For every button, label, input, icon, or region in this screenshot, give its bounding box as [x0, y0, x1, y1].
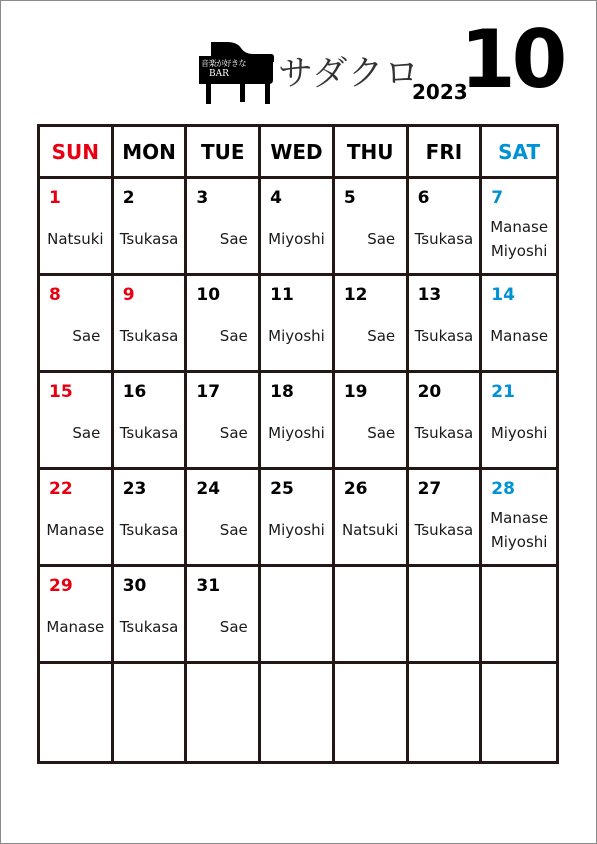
- day-cell: [482, 179, 556, 276]
- logo-tagline: 音楽が好きな: [201, 59, 246, 68]
- day-cell: [261, 276, 335, 373]
- day-cell: [409, 276, 483, 373]
- date-number: 21: [491, 382, 515, 402]
- date-number: 29: [49, 576, 73, 596]
- day-cell: [40, 276, 114, 373]
- date-number: 26: [343, 479, 368, 499]
- day-cell: [187, 470, 261, 567]
- date-number: 17: [196, 382, 221, 402]
- staff-names: [40, 407, 111, 459]
- staff-names: [409, 407, 480, 459]
- date-number: 12: [343, 285, 368, 305]
- date-number: 15: [49, 382, 73, 402]
- staff-names: [335, 504, 406, 556]
- day-cell: [335, 373, 409, 470]
- staff-names: [40, 504, 111, 556]
- staff-name: Sae: [219, 230, 248, 248]
- staff-name: Tsukasa: [119, 521, 179, 539]
- weekday-header-sat: SAT: [482, 127, 556, 179]
- staff-names: [187, 504, 258, 556]
- day-cell: [114, 567, 188, 664]
- staff-names: [409, 213, 480, 265]
- staff-name: Tsukasa: [119, 424, 179, 442]
- day-cell: [261, 567, 335, 664]
- day-cell: [261, 179, 335, 276]
- staff-name: Sae: [219, 618, 248, 636]
- weekday-header-fri: FRI: [409, 127, 483, 179]
- logo-bar-text: BAR: [209, 69, 229, 79]
- staff-names: [335, 213, 406, 265]
- day-cell: [114, 470, 188, 567]
- date-number: 13: [417, 285, 442, 305]
- day-cell: [409, 664, 483, 761]
- date-number: 22: [49, 479, 73, 499]
- staff-name: Manase: [490, 327, 549, 345]
- date-number: 28: [491, 479, 515, 499]
- day-cell: [482, 276, 556, 373]
- staff-name: Sae: [219, 424, 248, 442]
- date-number: 23: [122, 479, 147, 499]
- staff-name: Tsukasa: [119, 230, 179, 248]
- day-cell: [114, 373, 188, 470]
- date-number: 14: [491, 285, 515, 305]
- date-number: 19: [343, 382, 368, 402]
- date-number: 11: [270, 285, 294, 305]
- day-cell: [482, 470, 556, 567]
- staff-names: [482, 213, 556, 265]
- day-cell: [40, 470, 114, 567]
- date-number: 8: [49, 285, 61, 305]
- day-cell: [409, 470, 483, 567]
- staff-names: [482, 407, 556, 459]
- staff-name: Sae: [367, 230, 396, 248]
- staff-name: Miyoshi: [490, 533, 548, 551]
- staff-names: [40, 310, 111, 362]
- year-label: 2023: [412, 80, 468, 104]
- weekday-header-thu: THU: [335, 127, 409, 179]
- day-cell: [187, 567, 261, 664]
- day-cell: [187, 179, 261, 276]
- date-number: 4: [270, 188, 282, 208]
- date-number: 2: [122, 188, 135, 208]
- day-cell: [409, 567, 483, 664]
- weekday-header-tue: TUE: [187, 127, 261, 179]
- date-number: 3: [196, 188, 209, 208]
- staff-name: Sae: [219, 327, 248, 345]
- staff-name: Manase: [490, 218, 549, 236]
- staff-names: [482, 310, 556, 362]
- staff-names: [187, 310, 258, 362]
- day-cell: [114, 179, 188, 276]
- date-number: 31: [196, 576, 221, 596]
- staff-name: Sae: [367, 327, 396, 345]
- date-number: 20: [417, 382, 442, 402]
- staff-names: [261, 310, 332, 362]
- staff-name: Tsukasa: [119, 327, 179, 345]
- staff-names: [261, 213, 332, 265]
- staff-names: [409, 310, 480, 362]
- staff-name: Sae: [367, 424, 396, 442]
- staff-name: Natsuki: [341, 521, 399, 539]
- day-cell: [187, 373, 261, 470]
- staff-name: Tsukasa: [414, 424, 474, 442]
- calendar-grid: [37, 124, 559, 764]
- staff-names: [114, 407, 185, 459]
- weekday-header-mon: MON: [114, 127, 188, 179]
- staff-name: Miyoshi: [268, 327, 325, 345]
- day-cell: [261, 664, 335, 761]
- date-number: 5: [343, 188, 356, 208]
- staff-name: Miyoshi: [268, 230, 325, 248]
- staff-names: [114, 213, 185, 265]
- staff-name: Miyoshi: [490, 424, 548, 442]
- date-number: 24: [196, 479, 221, 499]
- staff-name: Natsuki: [47, 230, 104, 248]
- staff-names: [40, 213, 111, 265]
- date-number: 9: [122, 285, 135, 305]
- staff-name: Tsukasa: [414, 230, 474, 248]
- date-number: 7: [491, 188, 504, 208]
- date-number: 18: [270, 382, 294, 402]
- day-cell: [482, 373, 556, 470]
- day-cell: [40, 567, 114, 664]
- day-cell: [187, 276, 261, 373]
- day-cell: [261, 470, 335, 567]
- day-cell: [482, 664, 556, 761]
- bar-logo: [197, 40, 275, 106]
- staff-name: Miyoshi: [268, 521, 325, 539]
- staff-names: [187, 601, 258, 653]
- staff-names: [40, 601, 111, 653]
- day-cell: [114, 276, 188, 373]
- day-cell: [409, 179, 483, 276]
- day-cell: [409, 373, 483, 470]
- staff-names: [114, 310, 185, 362]
- day-cell: [335, 567, 409, 664]
- month-number: 10: [460, 13, 564, 106]
- staff-names: [187, 213, 258, 265]
- staff-names: [335, 310, 406, 362]
- date-number: 27: [417, 479, 442, 499]
- day-cell: [335, 470, 409, 567]
- staff-name: Sae: [219, 521, 248, 539]
- staff-names: [114, 601, 185, 653]
- staff-name: Tsukasa: [414, 327, 474, 345]
- staff-name: Miyoshi: [268, 424, 325, 442]
- day-cell: [335, 179, 409, 276]
- brand-name: サダクロ: [278, 54, 421, 94]
- staff-names: [482, 504, 556, 556]
- calendar-cells: [40, 127, 556, 761]
- date-number: 1: [49, 188, 61, 208]
- staff-name: Sae: [72, 424, 101, 442]
- date-number: 6: [417, 188, 430, 208]
- staff-name: Miyoshi: [490, 242, 548, 260]
- staff-names: [114, 504, 185, 556]
- date-number: 10: [196, 285, 221, 305]
- day-cell: [40, 373, 114, 470]
- day-cell: [335, 664, 409, 761]
- staff-name: Manase: [490, 509, 549, 527]
- staff-name: Tsukasa: [119, 618, 179, 636]
- staff-names: [409, 504, 480, 556]
- weekday-header-wed: WED: [261, 127, 335, 179]
- date-number: 30: [122, 576, 147, 596]
- day-cell: [114, 664, 188, 761]
- staff-names: [187, 407, 258, 459]
- weekday-header-sun: SUN: [40, 127, 114, 179]
- day-cell: [261, 373, 335, 470]
- day-cell: [40, 664, 114, 761]
- day-cell: [482, 567, 556, 664]
- staff-names: [261, 407, 332, 459]
- staff-names: [261, 504, 332, 556]
- staff-name: Tsukasa: [414, 521, 474, 539]
- date-number: 25: [270, 479, 294, 499]
- staff-name: Manase: [46, 521, 105, 539]
- day-cell: [335, 276, 409, 373]
- staff-names: [335, 407, 406, 459]
- staff-name: Sae: [72, 327, 101, 345]
- day-cell: [40, 179, 114, 276]
- date-number: 16: [122, 382, 147, 402]
- staff-name: Manase: [46, 618, 105, 636]
- day-cell: [187, 664, 261, 761]
